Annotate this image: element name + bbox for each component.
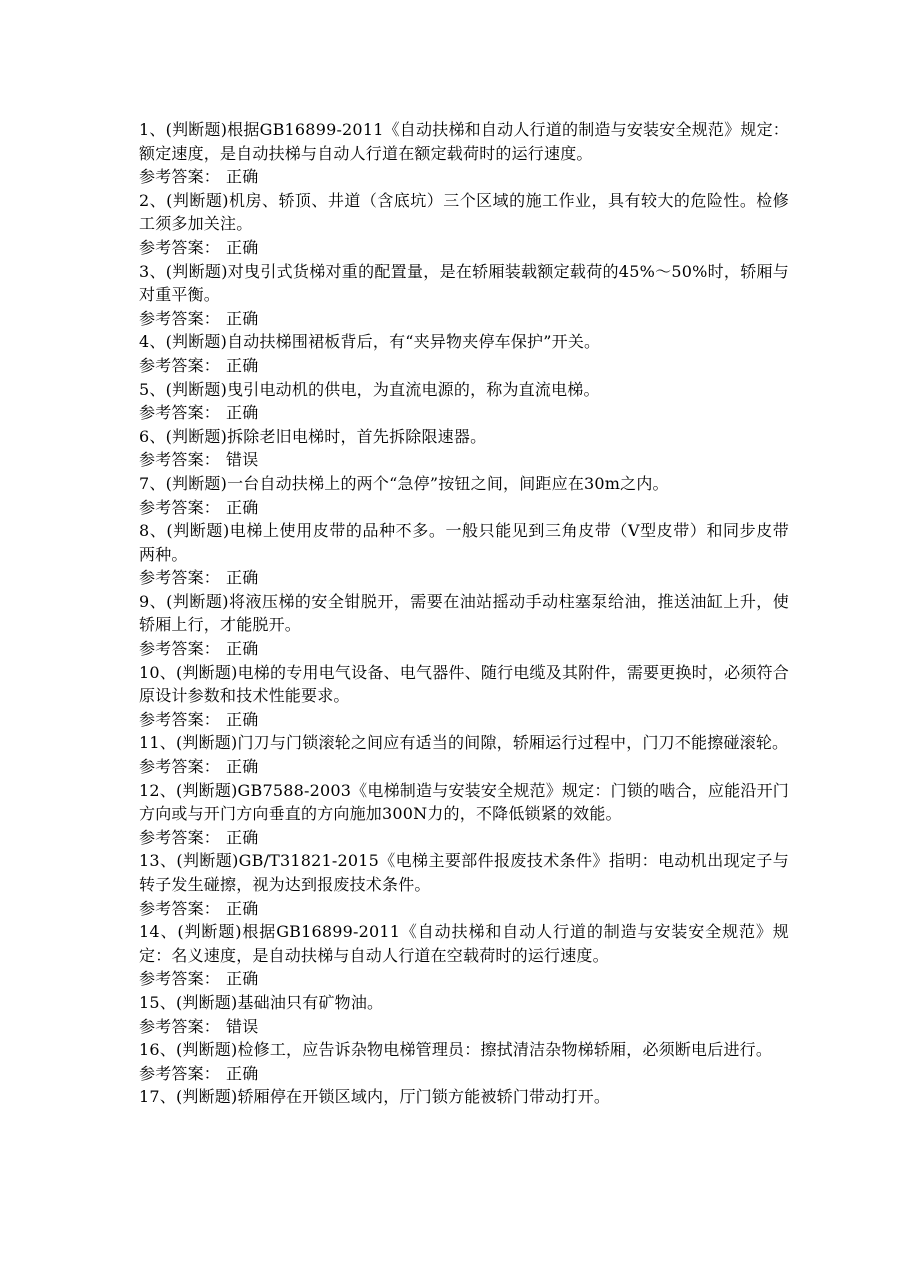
question-item (139, 849, 789, 920)
answer-line (139, 1062, 789, 1086)
answer-value: 正确 (226, 898, 259, 918)
question-item (139, 779, 789, 850)
answer-line (139, 967, 789, 991)
answer-label: 参考答案： (139, 403, 221, 423)
question-text: 3、(判断题)对曳引式货梯对重的配置量，是在轿厢装载额定载荷的45%～50%时，轿厢与对重平衡。 (139, 261, 789, 305)
answer-value: 正确 (226, 827, 259, 847)
answer-value: 正确 (226, 757, 259, 777)
question-item (139, 189, 789, 260)
answer-value: 正确 (226, 568, 259, 588)
answer-label: 参考答案： (139, 639, 221, 659)
answer-label: 参考答案： (139, 167, 221, 187)
answer-line (139, 236, 789, 260)
answer-label: 参考答案： (139, 450, 221, 470)
answer-label: 参考答案： (139, 237, 221, 257)
answer-value: 错误 (226, 450, 259, 470)
answer-line (139, 307, 789, 331)
question-item (139, 661, 789, 732)
answer-label: 参考答案： (139, 568, 221, 588)
answer-label: 参考答案： (139, 827, 221, 847)
answer-value: 正确 (226, 969, 259, 989)
question-text: 9、(判断题)将液压梯的安全钳脱开，需要在油站摇动手动柱塞泵给油，推送油缸上升，使轿厢上行，才能脱开。 (139, 591, 789, 635)
answer-line (139, 448, 789, 472)
answer-label: 参考答案： (139, 1063, 221, 1083)
question-item (139, 425, 789, 472)
question-list (139, 118, 789, 1109)
answer-line (139, 637, 789, 661)
answer-line (139, 496, 789, 520)
answer-value: 正确 (226, 237, 259, 257)
answer-label: 参考答案： (139, 355, 221, 375)
question-item (139, 1085, 789, 1109)
question-text: 5、(判断题)曳引电动机的供电，为直流电源的，称为直流电梯。 (139, 379, 600, 399)
question-text: 13、(判断题)GB/T31821-2015《电梯主要部件报废技术条件》指明：电动机出现定子与转子发生碰擦，视为达到报废技术条件。 (139, 851, 789, 894)
answer-line (139, 165, 789, 189)
question-item (139, 519, 789, 590)
answer-label: 参考答案： (139, 308, 221, 328)
answer-value: 正确 (226, 1063, 259, 1083)
answer-line (139, 401, 789, 425)
question-item (139, 472, 789, 519)
question-item (139, 1038, 789, 1085)
answer-value: 正确 (226, 709, 259, 729)
question-text: 17、(判断题)轿厢停在开锁区域内，厅门锁方能被轿门带动打开。 (139, 1087, 611, 1107)
answer-line (139, 897, 789, 921)
question-text: 8、(判断题)电梯上使用皮带的品种不多。一般只能见到三角皮带（V型皮带）和同步皮带两种。 (139, 521, 789, 564)
question-text: 4、(判断题)自动扶梯围裙板背后，有“夹异物夹停车保护”开关。 (139, 332, 601, 352)
question-text: 16、(判断题)检修工，应告诉杂物电梯管理员：擦拭清洁杂物梯轿厢，必须断电后进行。 (139, 1040, 773, 1060)
answer-label: 参考答案： (139, 497, 221, 517)
answer-value: 正确 (226, 355, 259, 375)
answer-value: 正确 (226, 639, 259, 659)
answer-line (139, 708, 789, 732)
answer-label: 参考答案： (139, 969, 221, 989)
question-text: 15、(判断题)基础油只有矿物油。 (139, 992, 384, 1012)
answer-value: 正确 (226, 167, 259, 187)
question-item (139, 731, 789, 778)
question-text: 11、(判断题)门刀与门锁滚轮之间应有适当的间隙，轿厢运行过程中，门刀不能擦碰滚轮。 (139, 733, 789, 753)
answer-line (139, 566, 789, 590)
question-item (139, 260, 789, 331)
question-text: 12、(判断题)GB7588-2003《电梯制造与安装安全规范》规定：门锁的啮合，应能沿开门方向或与开门方向垂直的方向施加300N力的，不降低锁紧的效能。 (139, 780, 789, 824)
answer-label: 参考答案： (139, 898, 221, 918)
answer-value: 正确 (226, 403, 259, 423)
question-text: 2、(判断题)机房、轿顶、井道（含底坑）三个区域的施工作业，具有较大的危险性。检修工须多加关注。 (139, 190, 789, 234)
answer-label: 参考答案： (139, 1016, 221, 1036)
question-text: 1、(判断题)根据GB16899-2011《自动扶梯和自动人行道的制造与安装安全规范》规定：额定速度，是自动扶梯与自动人行道在额定载荷时的运行速度。 (139, 120, 789, 163)
question-item (139, 920, 789, 991)
answer-line (139, 826, 789, 850)
answer-line (139, 1015, 789, 1039)
question-text: 10、(判断题)电梯的专用电气设备、电气器件、随行电缆及其附件，需要更换时，必须符合原设计参数和技术性能要求。 (139, 662, 789, 706)
question-item (139, 378, 789, 425)
answer-line (139, 354, 789, 378)
answer-value: 错误 (226, 1016, 259, 1036)
question-item (139, 330, 789, 377)
answer-value: 正确 (226, 308, 259, 328)
answer-value: 正确 (226, 497, 259, 517)
answer-line (139, 755, 789, 779)
question-text: 14、(判断题)根据GB16899-2011《自动扶梯和自动人行道的制造与安装安全规范》规定：名义速度，是自动扶梯与自动人行道在空载荷时的运行速度。 (139, 922, 789, 965)
answer-label: 参考答案： (139, 757, 221, 777)
answer-label: 参考答案： (139, 709, 221, 729)
question-item (139, 991, 789, 1038)
question-item (139, 118, 789, 189)
question-text: 6、(判断题)拆除老旧电梯时，首先拆除限速器。 (139, 426, 487, 446)
question-item (139, 590, 789, 661)
question-text: 7、(判断题)一台自动扶梯上的两个“急停”按钮之间，间距应在30m之内。 (139, 473, 669, 493)
